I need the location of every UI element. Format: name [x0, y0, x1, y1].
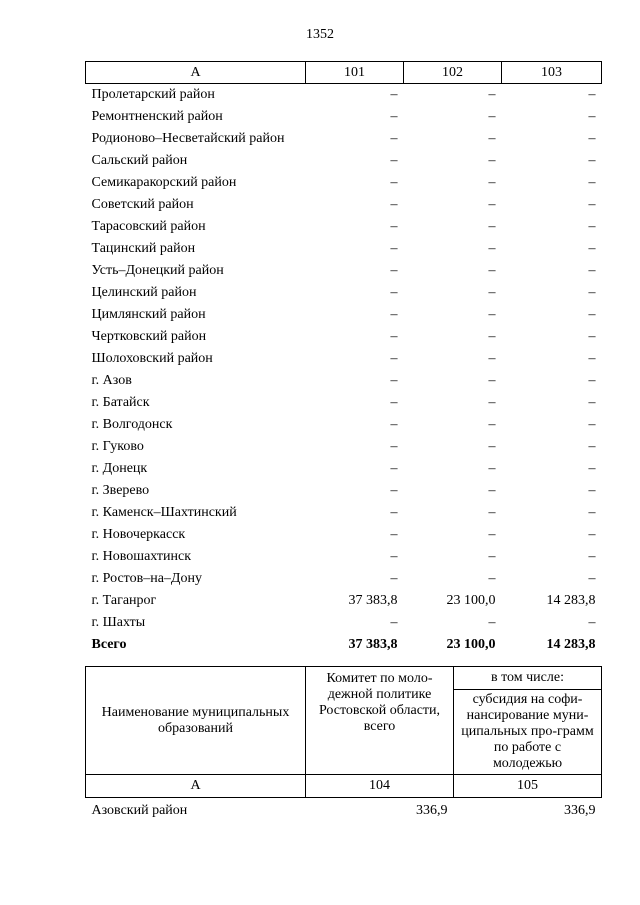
row-municipality-name: Азовский район — [91, 803, 188, 818]
row-value-103: – — [588, 241, 596, 256]
table-row — [86, 150, 602, 172]
table-row — [86, 238, 602, 260]
row-value-104: 336,9 — [416, 803, 448, 818]
total-value-101: 37 383,8 — [348, 637, 398, 652]
row-value-101: – — [390, 615, 398, 630]
row-value-103: – — [588, 109, 596, 124]
total-value-102: 23 100,0 — [446, 637, 496, 652]
row-municipality-name: г. Донецк — [91, 461, 148, 476]
row-value-101: – — [390, 109, 398, 124]
row-value-101: – — [390, 395, 398, 410]
table-row — [86, 106, 602, 128]
row-municipality-name: г. Новошахтинск — [91, 549, 192, 564]
total-label: Всего — [91, 637, 127, 652]
row-value-103: – — [588, 483, 596, 498]
column-code-105: 105 — [454, 775, 602, 798]
row-municipality-name: г. Волгодонск — [91, 417, 173, 432]
row-municipality-name: Усть–Донецкий район — [91, 263, 224, 278]
row-value-101: 37 383,8 — [348, 593, 398, 608]
row-value-103: – — [588, 285, 596, 300]
row-value-102: – — [488, 285, 496, 300]
table-header-row — [86, 62, 602, 84]
row-value-102: – — [488, 549, 496, 564]
row-value-102: – — [488, 571, 496, 586]
column-header-committee-total: Комитет по моло-дежной политике Ростовской области, всего — [306, 667, 454, 775]
row-value-102: – — [488, 219, 496, 234]
row-value-101: – — [390, 219, 398, 234]
row-value-103: – — [588, 505, 596, 520]
row-value-101: – — [390, 175, 398, 190]
row-value-101: – — [390, 87, 398, 102]
row-value-102: – — [488, 263, 496, 278]
row-value-103: – — [588, 439, 596, 454]
row-municipality-name: Пролетарский район — [91, 87, 215, 102]
row-value-101: – — [390, 439, 398, 454]
row-municipality-name: Советский район — [91, 197, 194, 212]
column-header-subsidy: субсидия на софи-нансирование муни-ципальных про-грамм по работе с молодежью — [454, 690, 602, 775]
table-row — [86, 282, 602, 304]
row-value-101: – — [390, 571, 398, 586]
row-value-103: – — [588, 417, 596, 432]
row-municipality-name: Тарасовский район — [91, 219, 206, 234]
row-value-102: – — [488, 153, 496, 168]
row-municipality-name: г. Ростов–на–Дону — [91, 571, 202, 586]
row-value-101: – — [390, 307, 398, 322]
row-value-102: – — [488, 461, 496, 476]
table-row — [86, 370, 602, 392]
row-value-101: – — [390, 527, 398, 542]
row-value-101: – — [390, 505, 398, 520]
row-value-102: – — [488, 109, 496, 124]
row-municipality-name: г. Зверево — [91, 483, 150, 498]
row-value-102: – — [488, 439, 496, 454]
table-body — [86, 84, 602, 657]
row-value-102: – — [488, 615, 496, 630]
row-value-103: – — [588, 219, 596, 234]
row-value-103: – — [588, 571, 596, 586]
total-value-103: 14 283,8 — [546, 637, 596, 652]
table-row — [86, 458, 602, 480]
row-value-102: – — [488, 483, 496, 498]
row-value-103: – — [588, 351, 596, 366]
row-value-101: – — [390, 373, 398, 388]
row-value-102: – — [488, 241, 496, 256]
row-municipality-name: Сальский район — [91, 153, 188, 168]
row-value-101: – — [390, 263, 398, 278]
table-row — [86, 612, 602, 634]
row-value-103: – — [588, 373, 596, 388]
row-value-105: 336,9 — [564, 803, 596, 818]
row-value-102: – — [488, 527, 496, 542]
table-row — [86, 480, 602, 502]
row-value-102: – — [488, 197, 496, 212]
row-municipality-name: г. Азов — [91, 373, 132, 388]
table-row — [86, 524, 602, 546]
row-value-102: – — [488, 351, 496, 366]
row-value-102: – — [488, 175, 496, 190]
row-value-102: – — [488, 329, 496, 344]
row-value-102: – — [488, 505, 496, 520]
column-code-a: А — [86, 775, 306, 798]
appropriations-table — [85, 61, 602, 656]
row-value-103: – — [588, 615, 596, 630]
row-value-103: – — [588, 87, 596, 102]
table-row — [86, 128, 602, 150]
column-header-103: 103 — [502, 62, 602, 84]
row-value-103: – — [588, 527, 596, 542]
row-municipality-name: г. Каменск–Шахтинский — [91, 505, 237, 520]
row-municipality-name: Родионово–Несветайский район — [91, 131, 285, 146]
row-value-101: – — [390, 461, 398, 476]
row-value-101: – — [390, 417, 398, 432]
row-municipality-name: Ремонтненский район — [91, 109, 223, 124]
row-value-101: – — [390, 351, 398, 366]
table-row — [86, 502, 602, 524]
table-row — [86, 260, 602, 282]
table-row — [86, 414, 602, 436]
table-row — [86, 568, 602, 590]
table-row — [86, 436, 602, 458]
table-row — [86, 172, 602, 194]
row-value-101: – — [390, 241, 398, 256]
table-row — [86, 326, 602, 348]
row-value-103: – — [588, 197, 596, 212]
row-value-101: – — [390, 329, 398, 344]
table-row — [86, 590, 602, 612]
row-value-102: – — [488, 395, 496, 410]
row-value-101: – — [390, 549, 398, 564]
table-row — [86, 304, 602, 326]
table-row — [86, 392, 602, 414]
table-row — [86, 348, 602, 370]
row-value-102: – — [488, 373, 496, 388]
row-value-102: – — [488, 417, 496, 432]
column-header-municipality: Наименование муниципальных образований — [86, 667, 306, 775]
row-value-103: – — [588, 549, 596, 564]
row-municipality-name: г. Батайск — [91, 395, 150, 410]
column-header-102: 102 — [404, 62, 502, 84]
row-municipality-name: Цимлянский район — [91, 307, 206, 322]
youth-committee-table — [85, 666, 602, 824]
row-value-103: – — [588, 461, 596, 476]
row-value-101: – — [390, 197, 398, 212]
table-row — [86, 546, 602, 568]
row-value-103: – — [588, 175, 596, 190]
row-municipality-name: г. Шахты — [91, 615, 146, 630]
row-value-102: – — [488, 307, 496, 322]
row-value-101: – — [390, 131, 398, 146]
row-value-101: – — [390, 285, 398, 300]
column-header-including: в том числе: — [454, 667, 602, 690]
row-municipality-name: Целинский район — [91, 285, 197, 300]
row-value-102: – — [488, 87, 496, 102]
table-row — [86, 194, 602, 216]
row-value-103: – — [588, 307, 596, 322]
row-value-101: – — [390, 153, 398, 168]
row-value-103: – — [588, 153, 596, 168]
row-municipality-name: г. Таганрог — [91, 593, 157, 608]
row-municipality-name: Семикаракорский район — [91, 175, 237, 190]
row-municipality-name: Шолоховский район — [91, 351, 213, 366]
column-header-101: 101 — [306, 62, 404, 84]
row-municipality-name: Тацинский район — [91, 241, 196, 256]
page-number: 1352 — [306, 27, 334, 42]
total-row — [86, 634, 602, 656]
row-municipality-name: г. Гуково — [91, 439, 144, 454]
row-value-103: – — [588, 131, 596, 146]
row-value-102: – — [488, 131, 496, 146]
row-value-103: – — [588, 263, 596, 278]
row-municipality-name: Чертковский район — [91, 329, 207, 344]
table-row — [86, 798, 602, 825]
table-row — [86, 84, 602, 107]
table-row — [86, 216, 602, 238]
row-value-102: 23 100,0 — [446, 593, 496, 608]
row-value-101: – — [390, 483, 398, 498]
column-header-a: А — [86, 62, 306, 84]
column-code-104: 104 — [306, 775, 454, 798]
row-value-103: 14 283,8 — [546, 593, 596, 608]
row-value-103: – — [588, 329, 596, 344]
row-municipality-name: г. Новочеркасск — [91, 527, 186, 542]
row-value-103: – — [588, 395, 596, 410]
